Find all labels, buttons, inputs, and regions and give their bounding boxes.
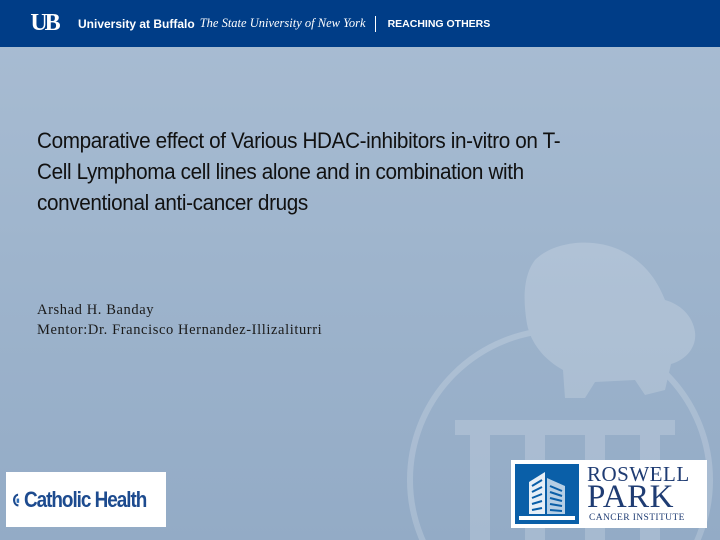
catholic-health-name: Catholic Health — [23, 486, 147, 512]
catholic-health-logo — [6, 472, 166, 527]
cancer-institute-word: CANCER INSTITUTE — [589, 513, 685, 523]
slide-title — [37, 125, 626, 218]
mentor-name: Mentor:Dr. Francisco Hernandez-Illizaliturri — [37, 322, 323, 338]
catholic-health-mark-icon — [12, 478, 20, 522]
title-line: Comparative effect of Various HDAC-inhibitors in-vitro on T- — [37, 128, 561, 153]
title-line: Cell Lymphoma cell lines alone and in combination with — [37, 159, 524, 184]
banner-divider — [375, 16, 376, 32]
title-line: conventional anti-cancer drugs — [37, 190, 308, 215]
roswell-word: ROSWELL — [587, 462, 690, 486]
park-word: PARK — [587, 479, 674, 515]
top-banner — [0, 0, 720, 47]
university-name: University at Buffalo — [78, 16, 195, 31]
author-block — [37, 300, 322, 340]
roswell-park-building-icon — [515, 464, 579, 524]
author-name: Arshad H. Banday — [37, 302, 155, 318]
ub-logo: UB — [30, 10, 58, 36]
state-university-name: The State University of New York — [199, 16, 366, 30]
banner-tagline: REACHING OTHERS — [387, 17, 491, 30]
roswell-park-logo — [511, 460, 707, 528]
